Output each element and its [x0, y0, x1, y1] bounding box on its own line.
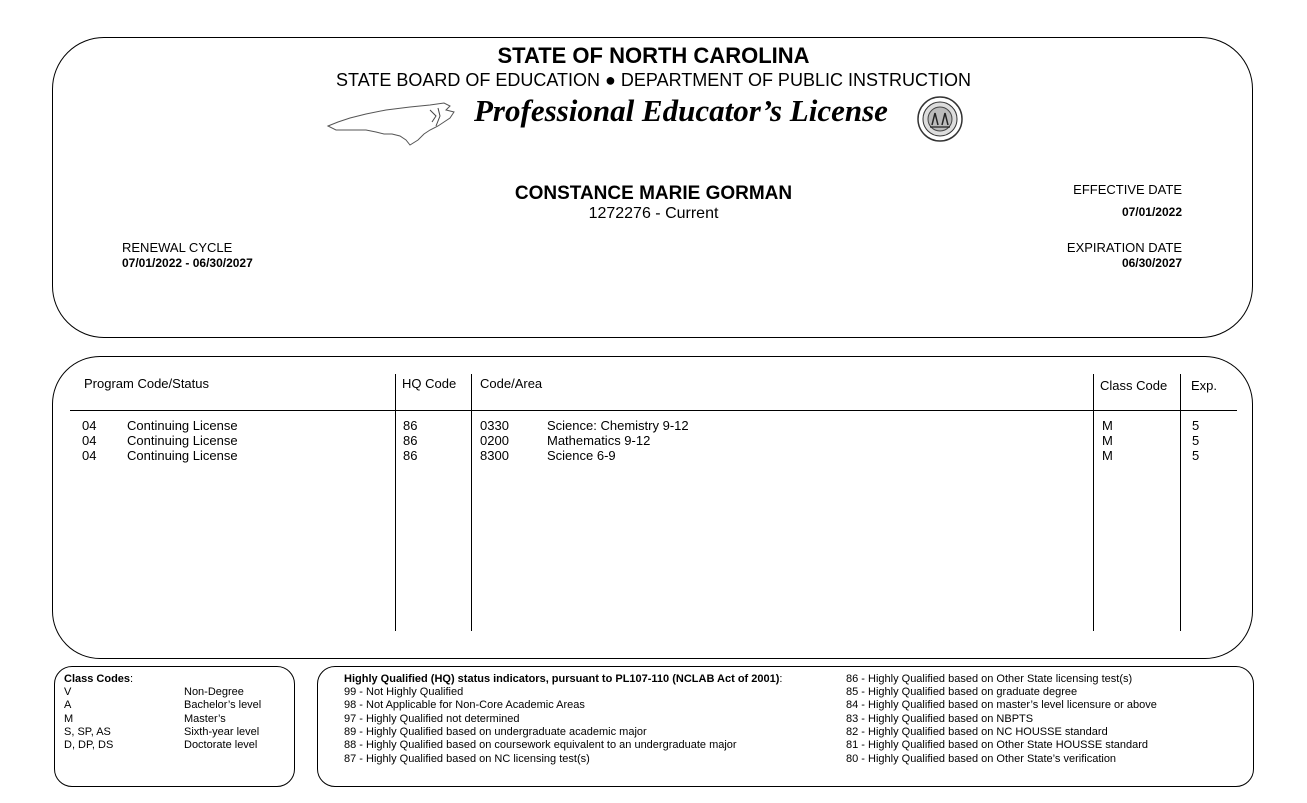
col-header-exp: Exp. — [1191, 378, 1218, 393]
hq-code: 86 — [403, 433, 418, 448]
experience: 5 — [1192, 418, 1200, 433]
hq-legend-title: Highly Qualified (HQ) status indicators, pursuant to PL107-110 (NCLAB Act of 2001): — [344, 673, 783, 685]
renewal-cycle-label: RENEWAL CYCLE — [122, 240, 233, 255]
hq-legend-item: 86 - Highly Qualified based on Other State licensing test(s) — [846, 673, 1133, 685]
license-number: 1272276 - Current — [588, 205, 719, 222]
column-divider — [1093, 374, 1094, 631]
holder-name: CONSTANCE MARIE GORMAN — [514, 183, 793, 204]
hq-legend-item: 98 - Not Applicable for Non-Core Academic Areas — [344, 699, 585, 711]
license-areas-panel — [52, 356, 1253, 659]
hq-legend-item: 84 - Highly Qualified based on master’s level licensure or above — [846, 699, 1157, 711]
col-header-hq: HQ Code — [402, 376, 457, 391]
class-code-key: D, DP, DS — [64, 739, 114, 751]
class-code-key: V — [64, 686, 72, 698]
program-code: 04 — [82, 418, 97, 433]
class-code: M — [1102, 433, 1113, 448]
class-code-key: S, SP, AS — [64, 726, 111, 738]
program-status: Continuing License — [127, 448, 238, 463]
state-seal-icon — [916, 95, 964, 143]
class-code: M — [1102, 448, 1113, 463]
experience: 5 — [1192, 433, 1200, 448]
expiration-date-value: 06/30/2027 — [1121, 256, 1182, 270]
area-code: 0330 — [480, 418, 509, 433]
effective-date-label: EFFECTIVE DATE — [1073, 182, 1182, 197]
column-divider — [395, 374, 396, 631]
program-status: Continuing License — [127, 433, 238, 448]
class-code-key: A — [64, 699, 72, 711]
hq-legend-item: 81 - Highly Qualified based on Other State HOUSSE standard — [846, 739, 1149, 751]
hq-legend-item: 83 - Highly Qualified based on NBPTS — [846, 713, 1034, 725]
program-code: 04 — [82, 448, 97, 463]
hq-legend-item: 85 - Highly Qualified based on graduate degree — [846, 686, 1078, 698]
col-header-program: Program Code/Status — [84, 376, 210, 391]
class-codes-title: Class Codes: — [64, 673, 134, 685]
area-name: Science: Chemistry 9-12 — [547, 418, 689, 433]
hq-legend-item: 80 - Highly Qualified based on Other State’s verification — [846, 753, 1117, 765]
program-code: 04 — [82, 433, 97, 448]
experience: 5 — [1192, 448, 1200, 463]
class-code-desc: Bachelor’s level — [184, 699, 262, 711]
state-title: STATE OF NORTH CAROLINA — [497, 43, 810, 68]
renewal-cycle-value: 07/01/2022 - 06/30/2027 — [122, 256, 253, 270]
class-code-key: M — [64, 713, 74, 725]
area-name: Science 6-9 — [547, 448, 616, 463]
class-code-desc: Sixth-year level — [184, 726, 260, 738]
class-code-desc: Master’s — [184, 713, 226, 725]
board-subtitle: STATE BOARD OF EDUCATION ● DEPARTMENT OF PUBLIC INSTRUCTION — [336, 70, 971, 90]
program-status: Continuing License — [127, 418, 238, 433]
table-header-divider — [70, 410, 1237, 411]
license-title: Professional Educator’s License — [474, 93, 888, 128]
expiration-date-label: EXPIRATION DATE — [1066, 240, 1182, 255]
effective-date-value: 07/01/2022 — [1121, 205, 1182, 219]
class-code-desc: Doctorate level — [184, 739, 258, 751]
column-divider — [1180, 374, 1181, 631]
col-header-area: Code/Area — [480, 376, 543, 391]
hq-legend-item: 89 - Highly Qualified based on undergraduate academic major — [344, 726, 647, 738]
nc-state-map-icon — [326, 100, 458, 148]
area-name: Mathematics 9-12 — [547, 433, 651, 448]
hq-legend-item: 99 - Not Highly Qualified — [344, 686, 464, 698]
hq-code: 86 — [403, 418, 418, 433]
hq-legend-item: 82 - Highly Qualified based on NC HOUSSE standard — [846, 726, 1108, 738]
class-code-desc: Non-Degree — [184, 686, 244, 698]
hq-legend-item: 87 - Highly Qualified based on NC licensing test(s) — [344, 753, 590, 765]
column-divider — [471, 374, 472, 631]
hq-legend-item: 88 - Highly Qualified based on coursework equivalent to an undergraduate major — [344, 739, 737, 751]
hq-legend-item: 97 - Highly Qualified not determined — [344, 713, 520, 725]
area-code: 0200 — [480, 433, 509, 448]
hq-code: 86 — [403, 448, 418, 463]
col-header-class: Class Code — [1100, 378, 1168, 393]
class-code: M — [1102, 418, 1113, 433]
area-code: 8300 — [480, 448, 509, 463]
